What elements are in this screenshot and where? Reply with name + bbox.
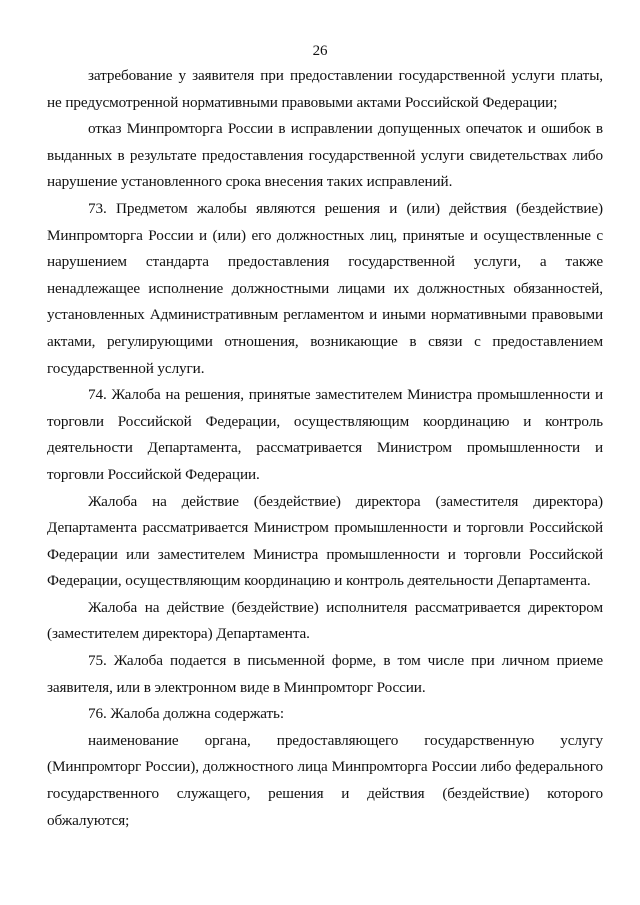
page-number: 26 <box>312 43 328 59</box>
paragraph-correction-refusal: отказ Минпромторга России в исправлении допущенных опечаток и ошибок в выданных в результате предоставления государственной услуги свидетельствах либо нарушение установленного срока внесения таких исправлений. <box>47 120 603 191</box>
paragraph-73: 73. Предметом жалобы являются решения и (или) действия (бездействие) Минпромторга России и (или) его должностных лиц, принятые и осуществленные с нарушением стандарта предоставления государственной услуги, а также ненадлежащее исполнение должностными лицами их должностных обязанностей, установленных Административным регламентом и иными нормативными правовыми актами, регулирующими отношения, возникающие в связи с предоставлением государственной услуги. <box>47 199 603 377</box>
paragraph-76: 76. Жалоба должна содержать: <box>88 705 284 723</box>
paragraph-fee-demand: затребование у заявителя при предоставлении государственной услуги платы, не предусмотренной нормативными правовыми актами Российской Федерации; <box>47 67 603 111</box>
paragraph-executor-complaint: Жалоба на действие (бездействие) исполнителя рассматривается директором (заместителем директора) Департамента. <box>47 598 603 643</box>
paragraph-director-complaint: Жалоба на действие (бездействие) директора (заместителя директора) Департамента рассматривается Министром промышленности и торговли Российской Федерации или заместителем Министра промышленности и торговли Российской Федерации, осуществляющим координацию и контроль деятельности Департамента. <box>47 492 603 590</box>
paragraph-75: 75. Жалоба подается в письменной форме, в том числе при личном приеме заявителя, или в электронном виде в Минпромторг России. <box>47 652 603 696</box>
document-body <box>47 63 603 834</box>
paragraph-74: 74. Жалоба на решения, принятые заместителем Министра промышленности и торговли Российской Федерации, осуществляющим координацию и контроль деятельности Департамента, рассматривается Министром промышленности и торговли Российской Федерации. <box>47 386 603 483</box>
paragraph-authority-name: наименование органа, предоставляющего государственную услугу (Минпромторг России), должностного лица Минпромторга России либо федерального государственного служащего, решения и действия (бездействие) которого обжалуются; <box>47 731 603 829</box>
